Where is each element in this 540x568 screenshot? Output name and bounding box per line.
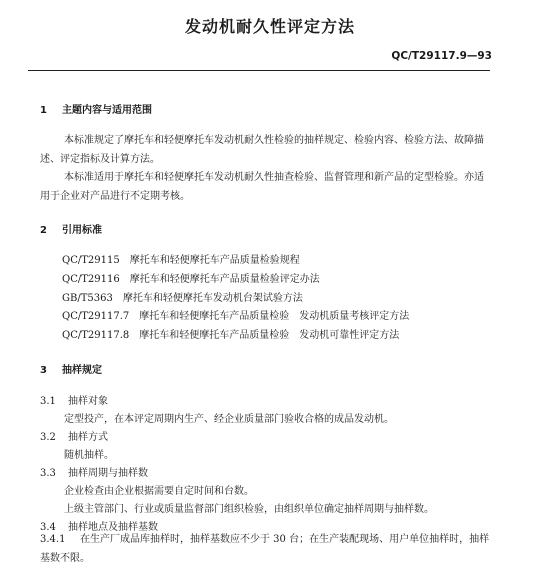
reference-code: QC/T29117.8 bbox=[62, 330, 130, 341]
subsection-number: 3.2 bbox=[40, 432, 56, 443]
section-heading-2 bbox=[40, 221, 102, 236]
subsection-number: 3.1 bbox=[40, 396, 56, 407]
reference-title: 摩托车和轻便摩托车产品质量检验评定办法 bbox=[129, 274, 320, 285]
section-number: 3 bbox=[40, 365, 47, 376]
section-number: 1 bbox=[40, 105, 47, 116]
subsection-title: 抽样地点及抽样基数 bbox=[68, 522, 158, 533]
section-heading-3 bbox=[40, 361, 102, 376]
reference-title: 摩托车和轻便摩托车产品质量检验 发动机可靠性评定方法 bbox=[139, 330, 400, 341]
paragraph: 本标准规定了摩托车和轻便摩托车发动机耐久性检验的抽样规定、检验内容、检验方法、故障描述、评定指标及计算方法。 bbox=[40, 135, 484, 165]
subsection-3-1 bbox=[40, 392, 108, 407]
clause-text: 在生产厂成品库抽样时，抽样基数应不少于 30 台；在生产装配现场、用户单位抽样时，抽样基数不限。 bbox=[40, 534, 490, 564]
subsection-number: 3.4 bbox=[40, 522, 56, 533]
reference-title: 摩托车和轻便摩托车产品质量检验 发动机质量考核评定方法 bbox=[139, 311, 410, 322]
subsection-title: 抽样方式 bbox=[68, 432, 108, 443]
standard-code: QC/T29117.9—93 bbox=[391, 50, 492, 62]
section-title: 主题内容与适用范围 bbox=[62, 105, 152, 116]
subsection-3-2 bbox=[40, 428, 108, 443]
reference-code: QC/T29115 bbox=[62, 255, 120, 266]
reference-item bbox=[62, 289, 303, 304]
body-text: 定型投产，在本评定周期内生产、经企业质量部门验收合格的成品发动机。 bbox=[64, 414, 394, 425]
reference-item bbox=[62, 270, 320, 285]
reference-item bbox=[62, 307, 409, 322]
section-title: 抽样规定 bbox=[62, 365, 102, 376]
body-text: 企业检查由企业根据需要自定时间和台数。 bbox=[64, 486, 254, 497]
clause-number: 3.4.1 bbox=[40, 534, 66, 545]
body-text: 随机抽样。 bbox=[64, 450, 114, 461]
section-number: 2 bbox=[40, 225, 47, 236]
header-rule bbox=[28, 70, 490, 71]
reference-title: 摩托车和轻便摩托车产品质量检验规程 bbox=[129, 255, 300, 266]
reference-item bbox=[62, 251, 300, 266]
body-text: 上级主管部门、行业或质量监督部门组织检验，由组织单位确定抽样周期与抽样数。 bbox=[64, 504, 434, 515]
reference-code: QC/T29117.7 bbox=[62, 311, 130, 322]
paragraph: 本标准适用于摩托车和轻便摩托车发动机耐久性抽查检验、监督管理和新产品的定型检验。亦适用于企业对产品进行不定期考核。 bbox=[40, 172, 484, 202]
reference-code: GB/T5363 bbox=[62, 293, 113, 304]
document-title: 发动机耐久性评定方法 bbox=[184, 17, 355, 36]
section-heading-1 bbox=[40, 101, 152, 116]
reference-code: QC/T29116 bbox=[62, 274, 120, 285]
section-title: 引用标准 bbox=[62, 225, 102, 236]
subsection-title: 抽样周期与抽样数 bbox=[68, 468, 148, 479]
reference-item bbox=[62, 326, 399, 341]
subsection-3-3 bbox=[40, 464, 148, 479]
reference-title: 摩托车和轻便摩托车发动机台架试验方法 bbox=[122, 293, 303, 304]
clause-3-4-1 bbox=[40, 530, 495, 568]
subsection-number: 3.3 bbox=[40, 468, 56, 479]
subsection-title: 抽样对象 bbox=[68, 396, 108, 407]
